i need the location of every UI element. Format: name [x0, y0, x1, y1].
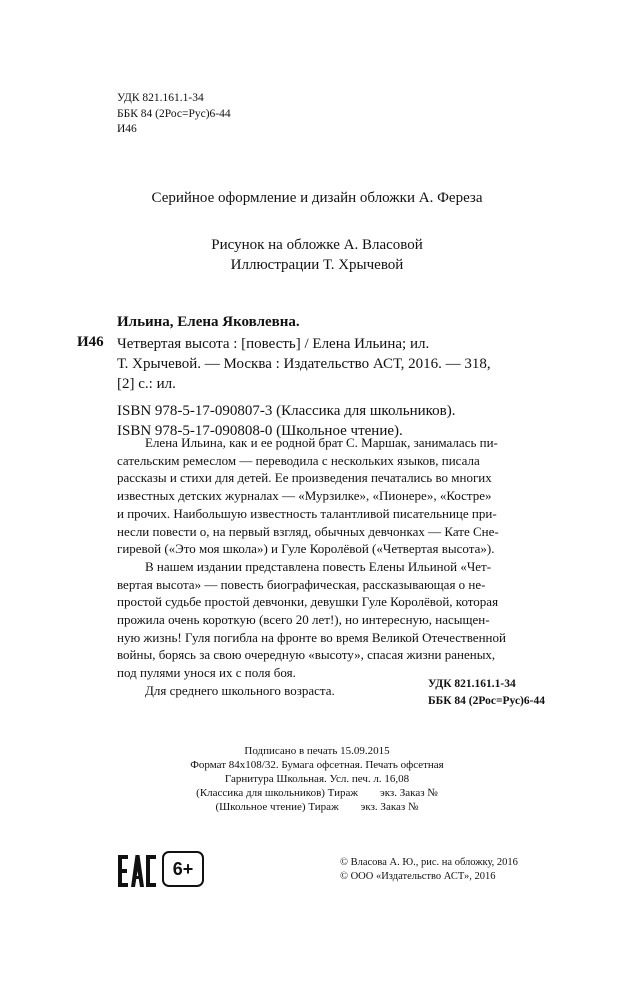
udk-code: УДК 821.161.1-34	[117, 92, 204, 104]
annotation-line: Для среднего школьного возраста.	[145, 682, 335, 698]
classification-block-top	[117, 91, 231, 138]
imprint-line: Подписано в печать 15.09.2015	[244, 745, 390, 757]
author-sign: И46	[117, 123, 137, 135]
copyright-line: © Власова А. Ю., рис. на обложку, 2016	[340, 857, 518, 868]
imprint-line: Гарнитура Школьная. Усл. печ. л. 16,08	[224, 773, 410, 785]
bibliographic-description	[117, 334, 532, 394]
cover-drawing-credit: Рисунок на обложке А. Власовой	[211, 237, 423, 253]
imprint-line: Формат 84x108/32. Бумага офсетная. Печать офсетная	[190, 759, 444, 771]
eac-certification-mark	[117, 851, 157, 891]
bbk-code: ББК 84 (2Рос=Рус)6-44	[117, 107, 231, 120]
annotation-line: войны, борясь за свою очередную «высоту», спасая жизни раненых,	[117, 647, 496, 663]
annotation	[117, 434, 533, 700]
classification-block-bottom	[428, 676, 545, 710]
annotation-line: гиревой («Это моя школа») и Гуле Королёвой («Четвертая высота»).	[117, 541, 495, 557]
annotation-line: вертая высота» — повесть биографическая, рассказывающая о не-	[117, 576, 486, 592]
description-line: [2] с.: ил.	[117, 376, 176, 392]
age-rating-badge: 6+	[162, 851, 204, 887]
annotation-line: прожила очень короткую (всего 20 лет!), но интересную, насыщен-	[117, 612, 490, 628]
annotation-line: несли повести о, на первый взгляд, обычных девчонках — Кате Сне-	[117, 523, 499, 539]
annotation-line: простой судьбе простой девчонки, девушки Гуле Королёвой, которая	[117, 594, 499, 610]
illustrations-credit: Иллюстрации Т. Хрычевой	[230, 257, 404, 273]
annotation-line: под пулями унося их с поля боя.	[117, 665, 296, 681]
annotation-line: сательским ремеслом — переводила с нескольких языков, писала	[117, 452, 480, 468]
annotation-line: известных детских журналах — «Мурзилке», «Пионере», «Костре»	[117, 488, 492, 504]
annotation-line: и прочих. Наибольшую известность талантливой писательнице при-	[117, 505, 497, 521]
annotation-line: В нашем издании представлена повесть Елены Ильиной «Чет-	[145, 558, 492, 574]
imprint-line: (Школьное чтение) Тираж экз. Заказ №	[215, 801, 419, 813]
illustration-credits	[0, 235, 634, 275]
udk-code: УДК 821.161.1-34	[428, 678, 516, 690]
imprint-block	[0, 744, 634, 814]
description-line: Т. Хрычевой. — Москва : Издательство АСТ, 2016. — 318,	[117, 356, 491, 372]
annotation-line: ную жизнь! Гуля погибла на фронте во время Великой Отечественной	[117, 629, 506, 645]
copyright-line: © ООО «Издательство АСТ», 2016	[340, 870, 496, 882]
author-heading: Ильина, Елена Яковлевна.	[117, 314, 300, 330]
imprint-line: (Классика для школьников) Тираж экз. Заказ №	[196, 787, 438, 799]
author-code: И46	[77, 334, 104, 350]
annotation-line: Елена Ильина, как и ее родной брат С. Маршак, занималась пи-	[145, 435, 498, 450]
isbn-line: ISBN 978-5-17-090807-3 (Классика для школьников).	[117, 403, 456, 419]
copyright-block	[340, 856, 518, 883]
description-line: Четвертая высота : [повесть] / Елена Ильина; ил.	[117, 336, 430, 352]
bbk-code: ББК 84 (2Рос=Рус)6-44	[428, 695, 545, 707]
series-design-credit: Серийное оформление и дизайн обложки А. Фереза	[151, 190, 483, 206]
annotation-line: рассказы и стихи для детей. Ее произведения печатались во многих	[117, 470, 492, 486]
isbn-line: ISBN 978-5-17-090808-0 (Школьное чтение).	[117, 423, 403, 439]
